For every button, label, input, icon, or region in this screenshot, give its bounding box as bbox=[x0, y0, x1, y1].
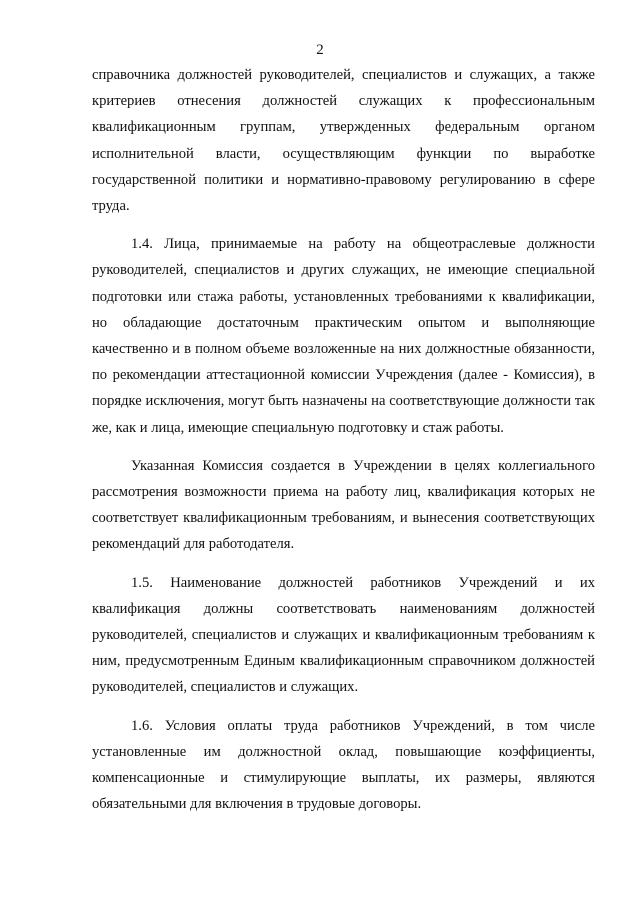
paragraph-continuation: справочника должностей руководителей, специалистов и служащих, а также критериев отнесения должностей служащих к профессиональным квалификационным группам, утвержденных федеральным органом исполнительной власти, осуществляющим функции по выработке государственной политики и нормативно-правовому регулированию в сфере труда. bbox=[92, 67, 595, 215]
paragraph-commission-note: Указанная Комиссия создается в Учреждении в целях коллегиального рассмотрения возможности приема на работу лиц, квалификация которых не соответствует квалификационным требованиям, и вынесения соответствующих рекомендаций для работодателя. bbox=[92, 457, 595, 553]
paragraph-item-1-6: 1.6. Условия оплаты труда работников Учреждений, в том числе установленные им должностной оклад, повышающие коэффициенты, компенсационные и стимулирующие выплаты, их размеры, являются обязательными для включения в трудовые договоры. bbox=[92, 717, 595, 813]
document-body bbox=[92, 62, 595, 817]
paragraph-item-1-4: 1.4. Лица, принимаемые на работу на общеотраслевые должности руководителей, специалистов и других служащих, не имеющие специальной подготовки или стажа работы, установленных требованиями к квалификации, но обладающие достаточным практическим опытом и выполняющие качественно и в полном объеме возложенные на них должностные обязанности, по рекомендации аттестационной комиссии Учреждения (далее - Комиссия), в порядке исключения, могут быть назначены на соответствующие должности так же, как и лица, имеющие специальную подготовку и стаж работы. bbox=[92, 236, 595, 436]
page-number: 2 bbox=[316, 42, 324, 58]
paragraph-item-1-5: 1.5. Наименование должностей работников Учреждений и их квалификация должны соответствовать наименованиям должностей руководителей, специалистов и служащих и квалификационным требованиям к ним, предусмотренным Единым квалификационным справочником должностей руководителей, специалистов и служащих. bbox=[92, 574, 595, 696]
